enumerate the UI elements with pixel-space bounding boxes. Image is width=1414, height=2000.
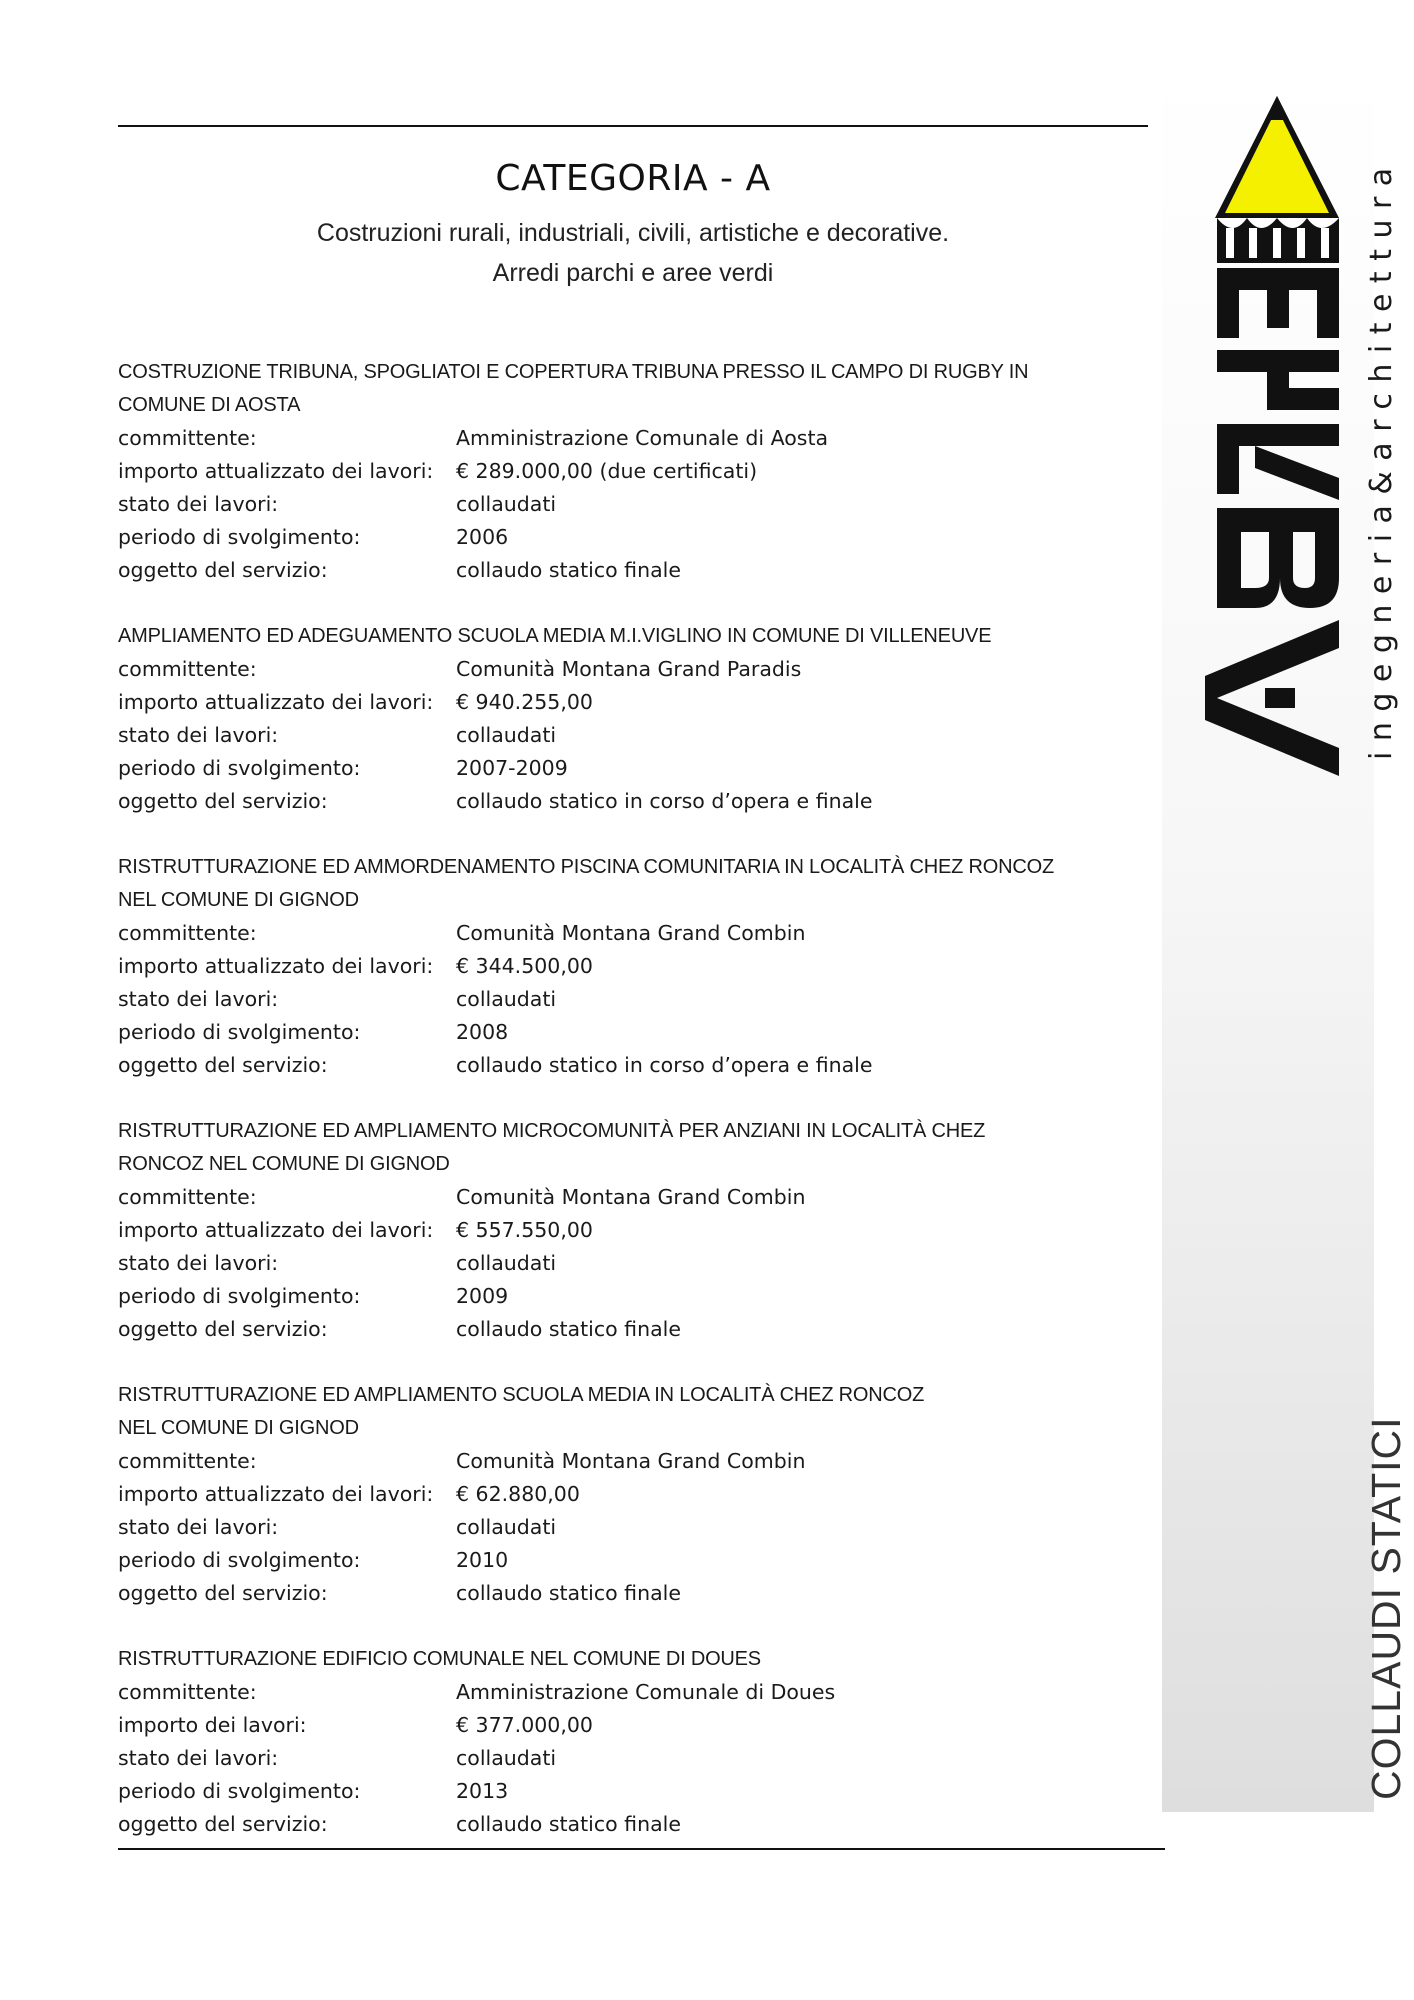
detail-label: importo attualizzato dei lavori: — [118, 1482, 434, 1506]
project-title-line: NEL COMUNE DI GIGNOD — [118, 889, 359, 911]
detail-label: committente: — [118, 921, 257, 945]
detail-row — [118, 1676, 1158, 1709]
detail-value: 2010 — [456, 1548, 509, 1572]
project-title-line: NEL COMUNE DI GIGNOD — [118, 1417, 359, 1439]
detail-label: stato dei lavori: — [118, 987, 279, 1011]
detail-label: oggetto del servizio: — [118, 789, 328, 813]
detail-row — [118, 983, 1158, 1016]
detail-row — [118, 785, 1158, 818]
detail-row — [118, 1808, 1158, 1841]
detail-row — [118, 1544, 1158, 1577]
detail-value: 2006 — [456, 525, 509, 549]
detail-label: oggetto del servizio: — [118, 558, 328, 582]
detail-label: importo attualizzato dei lavori: — [118, 954, 434, 978]
detail-row — [118, 1577, 1158, 1610]
detail-label: periodo di svolgimento: — [118, 1779, 361, 1803]
detail-row — [118, 521, 1158, 554]
company-logo — [1195, 88, 1360, 778]
detail-label: oggetto del servizio: — [118, 1581, 328, 1605]
detail-row — [118, 1049, 1158, 1082]
detail-label: importo attualizzato dei lavori: — [118, 459, 434, 483]
detail-label: periodo di svolgimento: — [118, 525, 361, 549]
detail-label: committente: — [118, 426, 257, 450]
detail-label: stato dei lavori: — [118, 1746, 279, 1770]
detail-value: collaudati — [456, 1746, 557, 1770]
category-title: CATEGORIA - A — [495, 158, 771, 199]
detail-value: Comunità Montana Grand Paradis — [456, 657, 802, 681]
detail-value: Amministrazione Comunale di Aosta — [456, 426, 829, 450]
detail-value: Comunità Montana Grand Combin — [456, 1185, 806, 1209]
project-title-line: RISTRUTTURAZIONE EDIFICIO COMUNALE NEL COMUNE DI DOUES — [118, 1648, 761, 1670]
project-title-line: RISTRUTTURAZIONE ED AMPLIAMENTO MICROCOMUNITÀ PER ANZIANI IN LOCALITÀ CHEZ — [118, 1120, 986, 1142]
detail-label: periodo di svolgimento: — [118, 1284, 361, 1308]
detail-label: oggetto del servizio: — [118, 1317, 328, 1341]
detail-row — [118, 950, 1158, 983]
detail-label: importo attualizzato dei lavori: — [118, 690, 434, 714]
detail-value: Comunità Montana Grand Combin — [456, 921, 806, 945]
detail-label: oggetto del servizio: — [118, 1053, 328, 1077]
detail-label: stato dei lavori: — [118, 1251, 279, 1275]
detail-row — [118, 719, 1158, 752]
project-title-line: COMUNE DI AOSTA — [118, 394, 301, 416]
detail-row — [118, 455, 1158, 488]
detail-value: 2009 — [456, 1284, 509, 1308]
detail-value: collaudati — [456, 1515, 557, 1539]
detail-value: collaudo statico finale — [456, 1812, 681, 1836]
project-title-line: AMPLIAMENTO ED ADEGUAMENTO SCUOLA MEDIA M.I.VIGLINO IN COMUNE DI VILLENEUVE — [118, 625, 992, 647]
detail-value: collaudo statico in corso d’opera e finale — [456, 1053, 873, 1077]
detail-row — [118, 686, 1158, 719]
bottom-rule — [118, 1848, 1165, 1850]
detail-row — [118, 1016, 1158, 1049]
project-entry — [118, 620, 1158, 818]
detail-row — [118, 1445, 1158, 1478]
detail-row — [118, 1247, 1158, 1280]
project-entry — [118, 851, 1158, 1082]
project-title — [118, 1115, 1158, 1181]
project-title — [118, 620, 1158, 653]
detail-label: committente: — [118, 1449, 257, 1473]
detail-value: Amministrazione Comunale di Doues — [456, 1680, 836, 1704]
detail-label: periodo di svolgimento: — [118, 756, 361, 780]
detail-row — [118, 752, 1158, 785]
detail-value: collaudo statico finale — [456, 1581, 681, 1605]
project-title-line: COSTRUZIONE TRIBUNA, SPOGLIATOI E COPERTURA TRIBUNA PRESSO IL CAMPO DI RUGBY IN — [118, 361, 1029, 383]
project-entry — [118, 356, 1158, 587]
detail-label: committente: — [118, 657, 257, 681]
detail-row — [118, 554, 1158, 587]
detail-value: € 62.880,00 — [456, 1482, 580, 1506]
detail-label: periodo di svolgimento: — [118, 1020, 361, 1044]
detail-row — [118, 1511, 1158, 1544]
detail-row — [118, 488, 1158, 521]
section-label: COLLAUDI STATICI — [1363, 1416, 1409, 1800]
category-subtitle-line1: Costruzioni rurali, industriali, civili, artistiche e decorative. — [316, 219, 950, 248]
detail-value: collaudati — [456, 987, 557, 1011]
detail-value: collaudati — [456, 723, 557, 747]
detail-row — [118, 1181, 1158, 1214]
detail-value: 2013 — [456, 1779, 509, 1803]
project-entry — [118, 1643, 1158, 1841]
project-entry — [118, 1115, 1158, 1346]
detail-value: collaudati — [456, 1251, 557, 1275]
detail-value: collaudati — [456, 492, 557, 516]
detail-row — [118, 422, 1158, 455]
project-title — [118, 1379, 1158, 1445]
company-tagline: ingegneria&architettura — [1364, 157, 1399, 760]
project-title — [118, 1643, 1158, 1676]
detail-value: € 377.000,00 — [456, 1713, 593, 1737]
category-subtitle-line2: Arredi parchi e aree verdi — [492, 259, 774, 288]
detail-value: € 344.500,00 — [456, 954, 593, 978]
detail-row — [118, 1280, 1158, 1313]
detail-row — [118, 1313, 1158, 1346]
detail-row — [118, 917, 1158, 950]
detail-value: collaudo statico in corso d’opera e finale — [456, 789, 873, 813]
project-title-line: RONCOZ NEL COMUNE DI GIGNOD — [118, 1153, 450, 1175]
detail-row — [118, 653, 1158, 686]
category-header — [118, 158, 1148, 293]
detail-label: importo dei lavori: — [118, 1713, 307, 1737]
detail-value: collaudo statico finale — [456, 1317, 681, 1341]
detail-label: periodo di svolgimento: — [118, 1548, 361, 1572]
top-rule — [118, 125, 1148, 127]
detail-row — [118, 1709, 1158, 1742]
detail-label: oggetto del servizio: — [118, 1812, 328, 1836]
project-title — [118, 356, 1158, 422]
detail-value: Comunità Montana Grand Combin — [456, 1449, 806, 1473]
detail-value: € 940.255,00 — [456, 690, 593, 714]
detail-value: € 557.550,00 — [456, 1218, 593, 1242]
project-title — [118, 851, 1158, 917]
detail-value: 2008 — [456, 1020, 509, 1044]
detail-label: stato dei lavori: — [118, 723, 279, 747]
detail-label: committente: — [118, 1185, 257, 1209]
detail-value: € 289.000,00 (due certificati) — [456, 459, 758, 483]
detail-label: committente: — [118, 1680, 257, 1704]
detail-value: collaudo statico finale — [456, 558, 681, 582]
detail-label: stato dei lavori: — [118, 492, 279, 516]
project-title-line: RISTRUTTURAZIONE ED AMMORDENAMENTO PISCINA COMUNITARIA IN LOCALITÀ CHEZ RONCOZ — [118, 856, 1054, 878]
detail-row — [118, 1742, 1158, 1775]
detail-row — [118, 1775, 1158, 1808]
detail-label: stato dei lavori: — [118, 1515, 279, 1539]
detail-row — [118, 1214, 1158, 1247]
detail-label: importo attualizzato dei lavori: — [118, 1218, 434, 1242]
detail-row — [118, 1478, 1158, 1511]
projects-list — [118, 356, 1158, 1874]
project-entry — [118, 1379, 1158, 1610]
detail-value: 2007-2009 — [456, 756, 568, 780]
pencil-body-icon — [1225, 108, 1329, 213]
project-title-line: RISTRUTTURAZIONE ED AMPLIAMENTO SCUOLA MEDIA IN LOCALITÀ CHEZ RONCOZ — [118, 1384, 925, 1406]
